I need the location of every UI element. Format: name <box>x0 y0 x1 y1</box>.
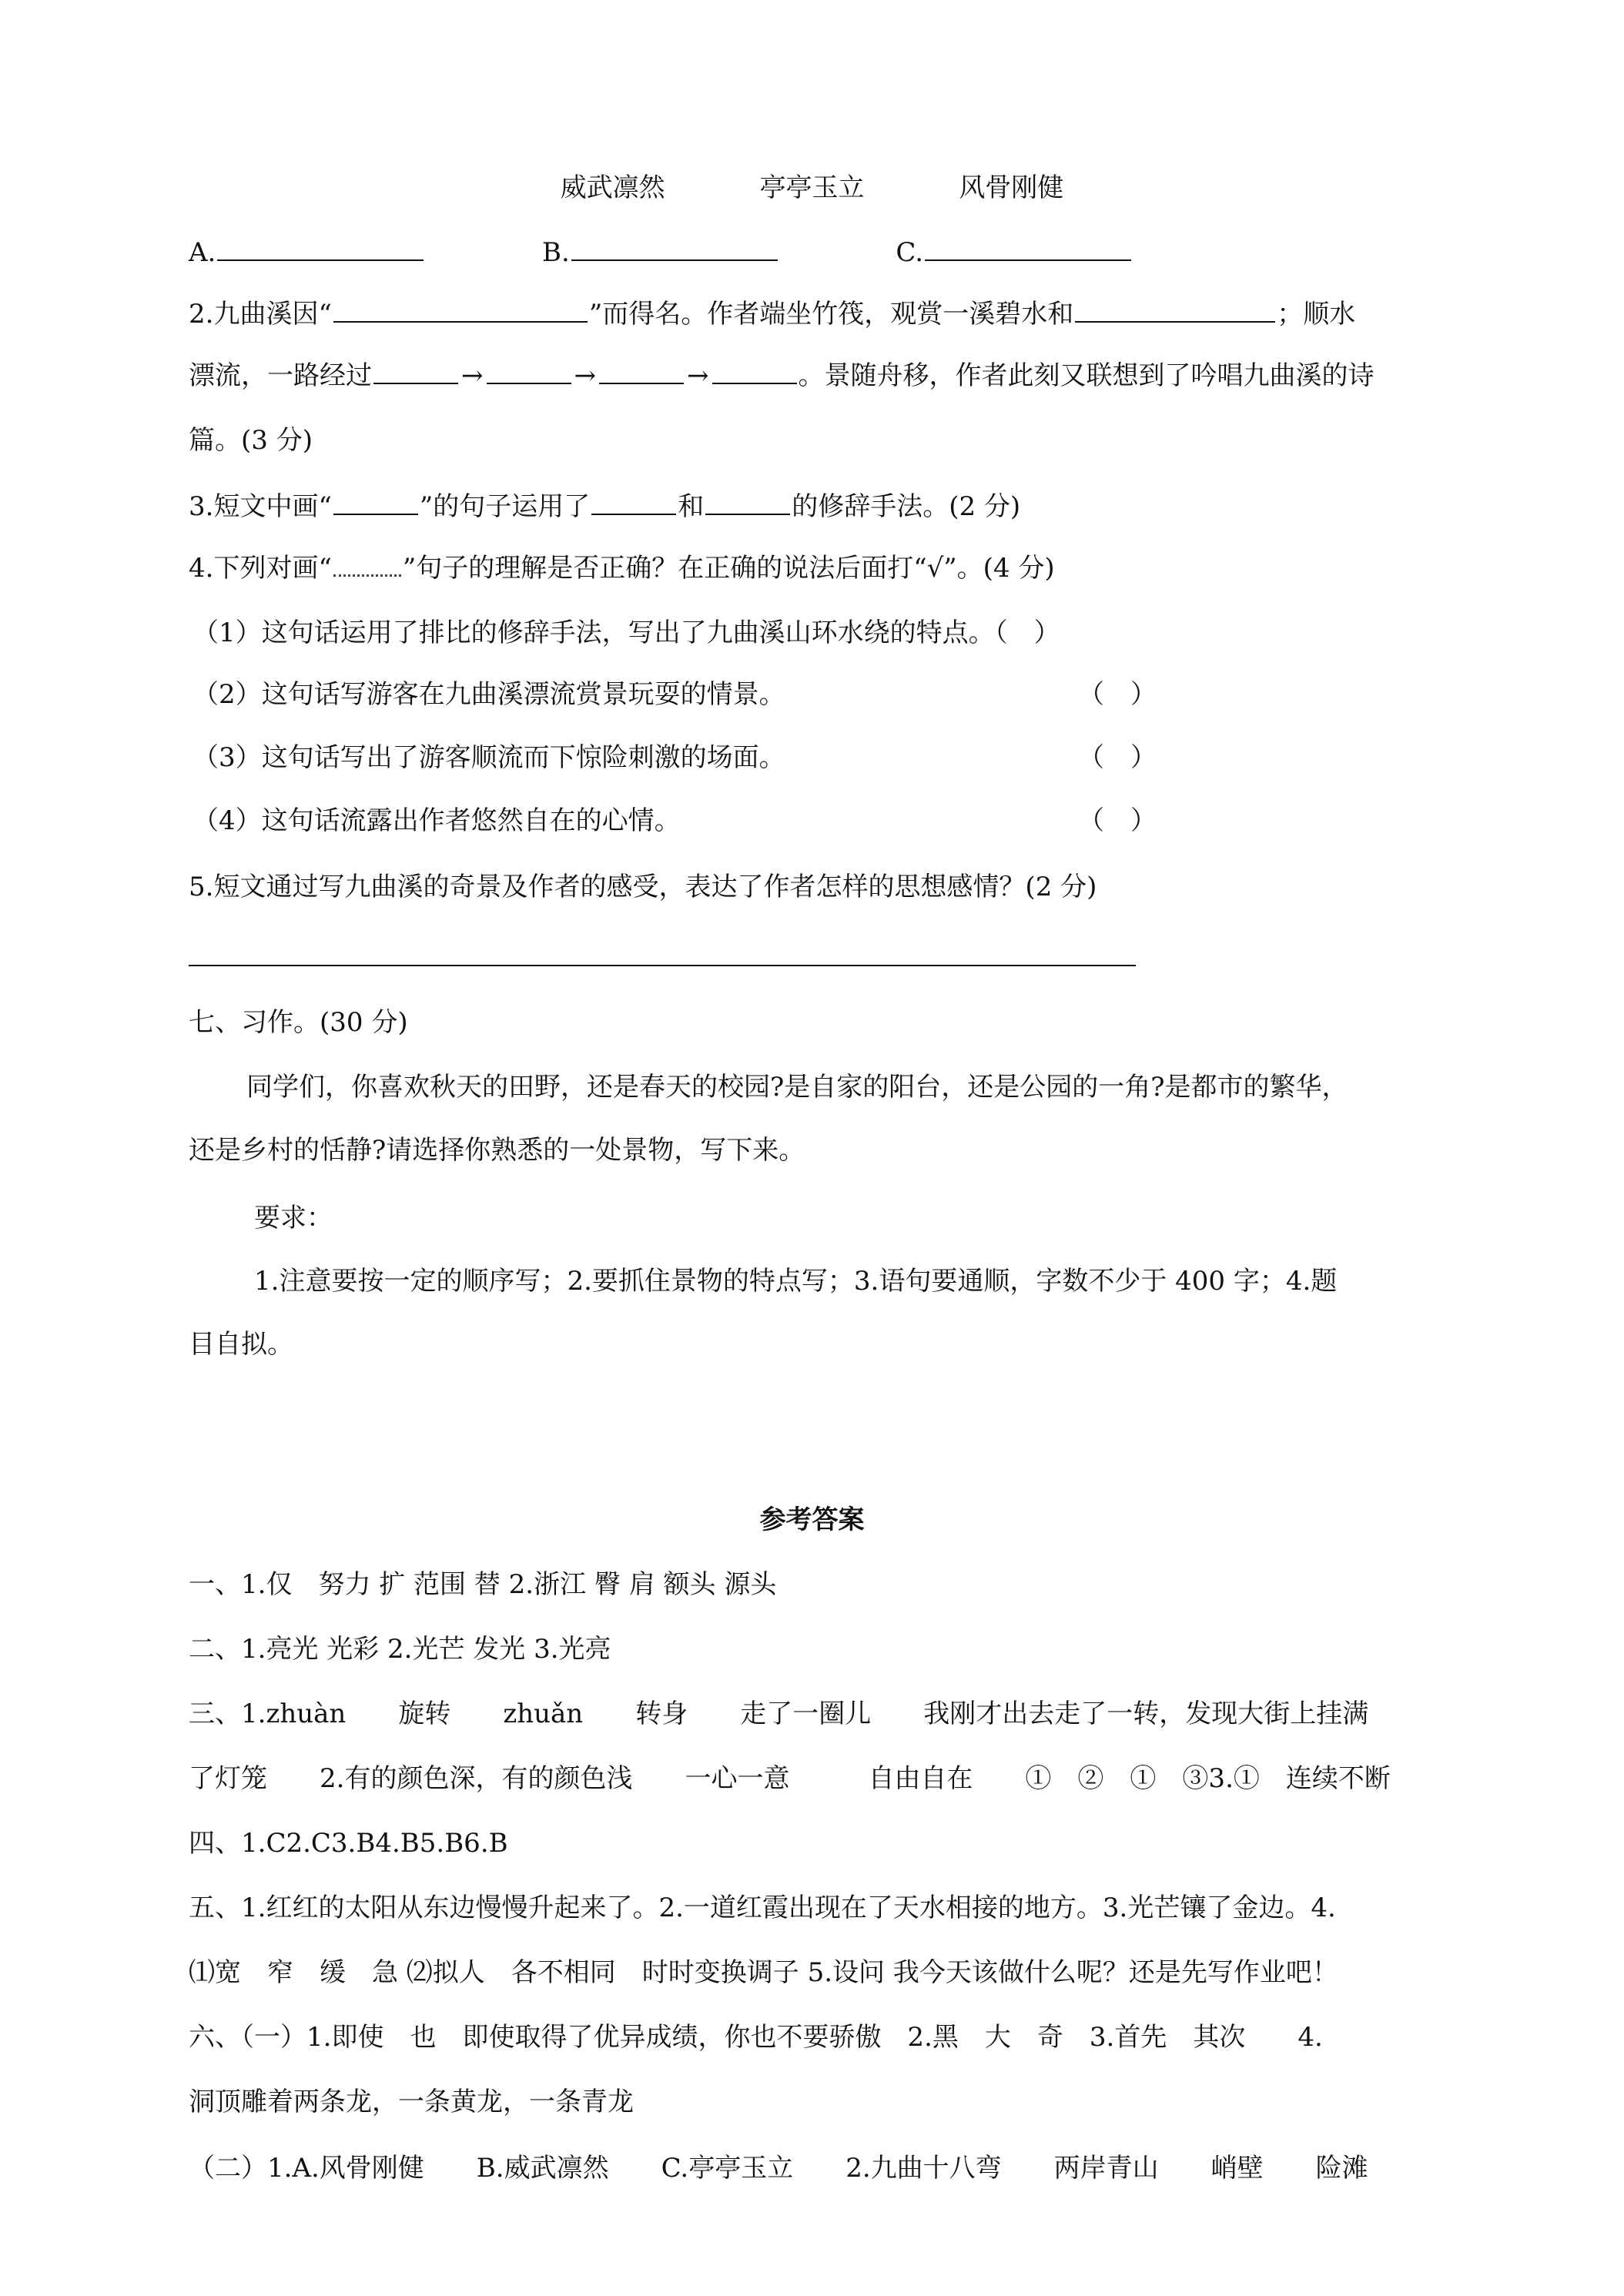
q4-item-1: （1）这句话运用了排比的修辞手法，写出了九曲溪山环水绕的特点。（ ） <box>193 618 1060 648</box>
q3-text-2: ”的句子运用了 <box>419 491 591 522</box>
idiom-1: 威武凛然 <box>560 172 665 203</box>
answer-6-line-3: （二）1.A.风骨刚健 B.威武凛然 C.亭亭玉立 2.九曲十八弯 两岸青山 峭壁 险滩 <box>189 2153 1368 2184</box>
q2-text-1: 2.九曲溪因“ <box>189 299 332 330</box>
arrow-icon: → <box>687 360 709 391</box>
idiom-2: 亭亭玉立 <box>759 172 865 203</box>
idiom-3: 风骨刚健 <box>959 172 1064 203</box>
q3-blank-2[interactable] <box>591 490 676 515</box>
answer-3-line-2: 了灯笼 2.有的颜色深，有的颜色浅 一心一意 自由自在 ① ② ① ③3.① 连续不断 <box>189 1763 1391 1794</box>
option-c-label: C. <box>896 237 924 268</box>
answers-title: 参考答案 <box>759 1504 865 1535</box>
q3-text-3: 和 <box>678 491 705 522</box>
q4-item-2: （2）这句话写游客在九曲溪漂流赏景玩耍的情景。 <box>193 679 785 710</box>
q4-answer-2[interactable]: （ ） <box>1078 679 1157 710</box>
wavy-underline <box>333 559 401 577</box>
question-3 <box>189 490 1020 524</box>
blank-a[interactable] <box>217 236 424 261</box>
answer-6-line-2: 洞顶雕着两条龙，一条黄龙，一条青龙 <box>189 2087 634 2117</box>
q2-text-5: 。景随舟移，作者此刻又联想到了吟唱九曲溪的诗 <box>798 360 1375 391</box>
section-7-para-1: 同学们，你喜欢秋天的田野，还是春天的校园?是自家的阳台，还是公园的一角?是都市的繁华， <box>246 1072 1348 1103</box>
answer-6-line-1: 六、（一）1.即使 也 即使取得了优异成绩，你也不要骄傲 2.黑 大 奇 3.首先 其次 4. <box>189 2022 1323 2053</box>
q3-blank-3[interactable] <box>705 490 790 515</box>
answer-line[interactable] <box>189 965 1136 966</box>
answer-2: 二、1.亮光 光彩 2.光芒 发光 3.光亮 <box>189 1634 611 1665</box>
q4-answer-3[interactable]: （ ） <box>1078 742 1157 773</box>
question-4 <box>189 551 1055 585</box>
q2-blank-3[interactable] <box>373 360 458 384</box>
answer-4: 四、1.C2.C3.B4.B5.B6.B <box>189 1828 508 1859</box>
abc-row <box>189 236 1133 269</box>
answer-1: 一、1.仅 努力 扩 范围 替 2.浙江 臀 肩 额头 源头 <box>189 1569 777 1600</box>
q3-blank-1 <box>333 490 418 515</box>
q4-item-3: （3）这句话写出了游客顺流而下惊险刺激的场面。 <box>193 742 785 773</box>
question-2-line-2 <box>189 359 1375 393</box>
q3-text-1: 3.短文中画“ <box>189 491 332 522</box>
answer-5-line-2: ⑴宽 窄 缓 急 ⑵拟人 各不相同 时时变换调子 5.设问 我今天该做什么呢？还是先写作业吧！ <box>189 1957 1338 1988</box>
q2-text-3: ；顺水 <box>1277 299 1356 330</box>
blank-c[interactable] <box>925 236 1131 261</box>
requirements-1: 1.注意要按一定的顺序写；2.要抓住景物的特点写；3.语句要通顺，字数不少于 400 字；4.题 <box>254 1266 1338 1297</box>
section-7-title: 七、习作。(30 分) <box>189 1007 408 1038</box>
q4-item-4: （4）这句话流露出作者悠然自在的心情。 <box>193 805 681 836</box>
q4-answer-4[interactable]: （ ） <box>1078 805 1157 836</box>
arrow-icon: → <box>461 360 484 391</box>
answer-3-line-1: 三、1.zhuàn 旋转 zhuǎn 转身 走了一圈儿 我刚才出去走了一转，发现大街上挂满 <box>189 1699 1369 1729</box>
q3-text-4: 的修辞手法。(2 分) <box>792 491 1021 522</box>
option-b-label: B. <box>542 237 570 268</box>
q2-blank-5[interactable] <box>599 360 684 384</box>
question-2-line-1 <box>189 297 1355 331</box>
section-7-para-2: 还是乡村的恬静?请选择你熟悉的一处景物，写下来。 <box>189 1135 805 1166</box>
option-a-label: A. <box>189 237 216 268</box>
q2-text-2: ”而得名。作者端坐竹筏，观赏一溪碧水和 <box>588 299 1074 330</box>
q2-blank-2[interactable] <box>1075 298 1275 323</box>
requirements-label: 要求： <box>254 1203 333 1233</box>
q2-blank-4[interactable] <box>487 360 571 384</box>
answer-5-line-1: 五、1.红红的太阳从东边慢慢升起来了。2.一道红霞出现在了天水相接的地方。3.光芒镶了金边。4. <box>189 1893 1336 1923</box>
blank-b[interactable] <box>571 236 778 261</box>
question-5: 5.短文通过写九曲溪的奇景及作者的感受，表达了作者怎样的思想感情？(2 分) <box>189 872 1097 902</box>
q2-text-4: 漂流，一路经过 <box>189 360 372 391</box>
arrow-icon: → <box>574 360 596 391</box>
requirements-2: 目自拟。 <box>189 1329 293 1360</box>
idiom-row <box>0 171 1624 205</box>
q4-text-2: ”句子的理解是否正确？在正确的说法后面打“√”。(4 分) <box>402 553 1055 584</box>
q4-text-1: 4.下列对画“ <box>189 553 332 584</box>
q2-blank-1[interactable] <box>333 298 588 323</box>
q2-blank-6[interactable] <box>712 360 797 384</box>
question-2-line-3: 篇。(3 分) <box>189 425 313 456</box>
